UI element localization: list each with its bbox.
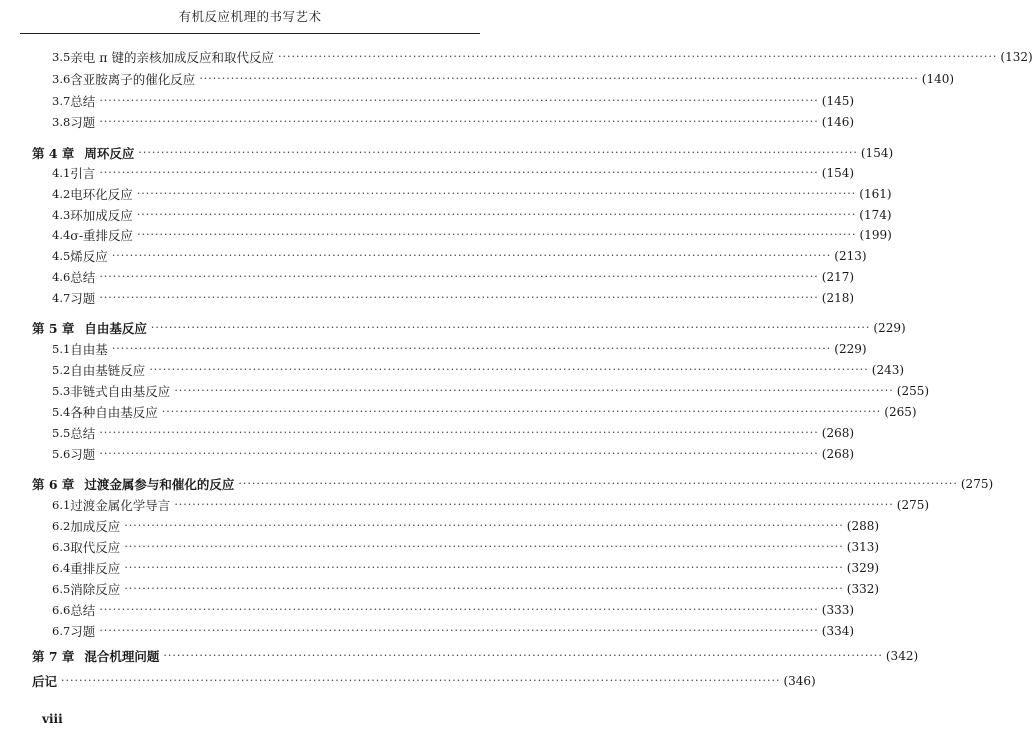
entry-page-number: (275) [896,497,930,512]
entry-number: 5.4 [52,404,71,419]
entry-title: 总结 [70,425,96,441]
toc-section-entry[interactable] [52,557,880,578]
toc-section-entry[interactable] [52,494,930,515]
entry-page-number: (217) [821,269,855,284]
entry-page-number: (154) [821,165,855,180]
entry-page-number: (268) [821,446,855,461]
entry-title: 过渡金属参与和催化的反应 [84,476,235,492]
entry-number: 6.4 [52,560,71,575]
entry-title: 消除反应 [70,581,121,597]
dot-leader: ································································································································································ [199,72,919,85]
toc-section-entry[interactable] [52,380,930,401]
dot-leader: ································································································································································ [138,146,858,159]
entry-title: 过渡金属化学导言 [70,497,171,513]
toc-section-entry[interactable] [52,266,855,287]
entry-page-number: (174) [859,207,892,222]
dot-leader: ································································································································································ [150,321,871,334]
toc-section-entry[interactable] [52,515,880,536]
dot-leader: ································································································································································ [124,519,844,532]
entry-number: 5.3 [52,383,71,398]
toc-section-entry[interactable] [52,204,892,225]
dot-leader: ································································································································································ [99,115,819,128]
toc-chapter-entry[interactable] [32,645,919,666]
entry-page-number: (218) [821,290,855,305]
entry-page-number: (199) [859,227,892,242]
toc-section-entry[interactable] [52,68,955,89]
entry-page-number: (275) [960,476,994,491]
dot-leader: ································································································································································ [99,603,819,616]
toc-section-entry[interactable] [52,162,855,183]
entry-page-number: (313) [846,539,880,554]
entry-page-number: (255) [896,383,930,398]
dot-leader: ································································································································································ [99,166,819,179]
toc-section-entry[interactable] [52,620,855,641]
dot-leader: ································································································································································ [111,249,832,262]
entry-title: 总结 [70,269,96,285]
entry-page-number: (213) [834,248,867,263]
dot-leader: ································································································································································ [99,447,819,460]
toc-section-entry[interactable] [52,578,880,599]
toc-chapter-entry[interactable] [32,142,894,163]
entry-title: 取代反应 [70,539,121,555]
entry-number: 第 6 章 [32,476,75,492]
entry-number: 3.8 [52,114,71,129]
toc-chapter-entry[interactable] [32,473,994,494]
entry-title: 自由基链反应 [70,362,146,378]
entry-number: 6.7 [52,623,71,638]
entry-title: 习题 [70,114,96,130]
toc-section-entry[interactable] [52,46,1033,67]
toc-section-entry[interactable] [52,443,855,464]
entry-title: 电环化反应 [70,186,133,202]
dot-leader: ································································································································································ [61,674,781,687]
entry-title: 含亚胺离子的催化反应 [70,71,196,87]
entry-number: 3.6 [52,71,71,86]
dot-leader: ································································································································································ [99,270,819,283]
entry-title: 烯反应 [70,248,108,264]
entry-number: 4.4 [52,227,71,242]
entry-title: 混合机理问题 [84,648,160,664]
entry-number: 第 5 章 [32,320,75,336]
entry-page-number: (145) [821,93,855,108]
entry-title: 自由基反应 [84,320,147,336]
dot-leader: ································································································································································ [149,363,869,376]
entry-page-number: (288) [846,518,880,533]
entry-number: 3.5 [52,49,71,64]
entry-page-number: (132) [1000,49,1033,64]
dot-leader: ································································································································································ [137,228,857,241]
entry-title: 习题 [70,446,96,462]
dot-leader: ································································································································································ [99,94,819,107]
entry-page-number: (333) [821,602,855,617]
entry-title: 环加成反应 [70,207,133,223]
dot-leader: ································································································································································ [124,561,844,574]
entry-title: 周环反应 [84,145,135,161]
toc-section-entry[interactable] [52,338,867,359]
entry-title: 后记 [32,673,58,689]
dot-leader: ································································································································································ [277,50,998,63]
entry-page-number: (329) [846,560,880,575]
entry-number: 3.7 [52,93,71,108]
entry-page-number: (140) [921,71,955,86]
dot-leader: ································································································································································ [99,426,819,439]
entry-number: 第 4 章 [32,145,75,161]
entry-number: 4.1 [52,165,71,180]
dot-leader: ································································································································································ [111,342,832,355]
entry-number: 6.6 [52,602,71,617]
toc-section-entry[interactable] [52,401,917,422]
entry-number: 4.5 [52,248,71,263]
entry-number: 第 7 章 [32,648,75,664]
entry-title: 非链式自由基反应 [70,383,171,399]
toc-section-entry[interactable] [52,599,855,620]
entry-number: 4.2 [52,186,71,201]
dot-leader: ································································································································································ [136,208,857,221]
entry-page-number: (154) [860,145,894,160]
entry-number: 6.1 [52,497,71,512]
toc-section-entry[interactable] [52,287,855,308]
toc-section-entry[interactable] [52,245,867,266]
entry-number: 6.5 [52,581,71,596]
entry-title: 习题 [70,290,96,306]
dot-leader: ································································································································································ [174,498,894,511]
entry-page-number: (229) [834,341,867,356]
entry-page-number: (161) [859,186,892,201]
entry-number: 5.5 [52,425,71,440]
dot-leader: ································································································································································ [124,582,844,595]
dot-leader: ································································································································································ [136,187,857,200]
entry-number: 6.2 [52,518,71,533]
toc-section-entry[interactable] [52,422,855,443]
dot-leader: ································································································································································ [163,649,883,662]
entry-title: σ-重排反应 [70,227,134,243]
entry-number: 5.2 [52,362,71,377]
entry-page-number: (332) [846,581,880,596]
dot-leader: ································································································································································ [99,291,819,304]
dot-leader: ································································································································································ [174,384,894,397]
entry-number: 4.3 [52,207,71,222]
toc-section-entry[interactable] [52,536,880,557]
toc-chapter-entry[interactable] [32,670,816,691]
entry-title: 重排反应 [70,560,121,576]
entry-page-number: (268) [821,425,855,440]
running-head: 有机反应机理的书写艺术 [20,0,480,34]
toc-section-entry[interactable] [52,111,855,132]
entry-page-number: (265) [884,404,917,419]
dot-leader: ································································································································································ [238,477,958,490]
toc-section-entry[interactable] [52,359,905,380]
entry-page-number: (334) [821,623,855,638]
entry-title: 总结 [70,93,96,109]
dot-leader: ································································································································································ [161,405,882,418]
entry-number: 5.6 [52,446,71,461]
dot-leader: ································································································································································ [99,624,819,637]
entry-title: 自由基 [70,341,108,357]
dot-leader: ································································································································································ [124,540,844,553]
entry-title: 引言 [70,165,96,181]
entry-title: 加成反应 [70,518,121,534]
toc-chapter-entry[interactable] [32,317,906,338]
toc-section-entry[interactable] [52,224,892,245]
toc-section-entry[interactable] [52,90,855,111]
entry-title: 总结 [70,602,96,618]
entry-number: 6.3 [52,539,71,554]
entry-page-number: (146) [821,114,855,129]
entry-page-number: (229) [873,320,906,335]
entry-number: 4.7 [52,290,71,305]
entry-number: 5.1 [52,341,71,356]
entry-title: 各种自由基反应 [70,404,158,420]
entry-page-number: (346) [783,673,816,688]
page-folio: viii [42,712,63,726]
entry-title: 习题 [70,623,96,639]
entry-page-number: (342) [885,648,919,663]
entry-page-number: (243) [871,362,905,377]
toc-section-entry[interactable] [52,183,892,204]
entry-number: 4.6 [52,269,71,284]
entry-title: 亲电 π 键的亲核加成反应和取代反应 [70,49,274,65]
